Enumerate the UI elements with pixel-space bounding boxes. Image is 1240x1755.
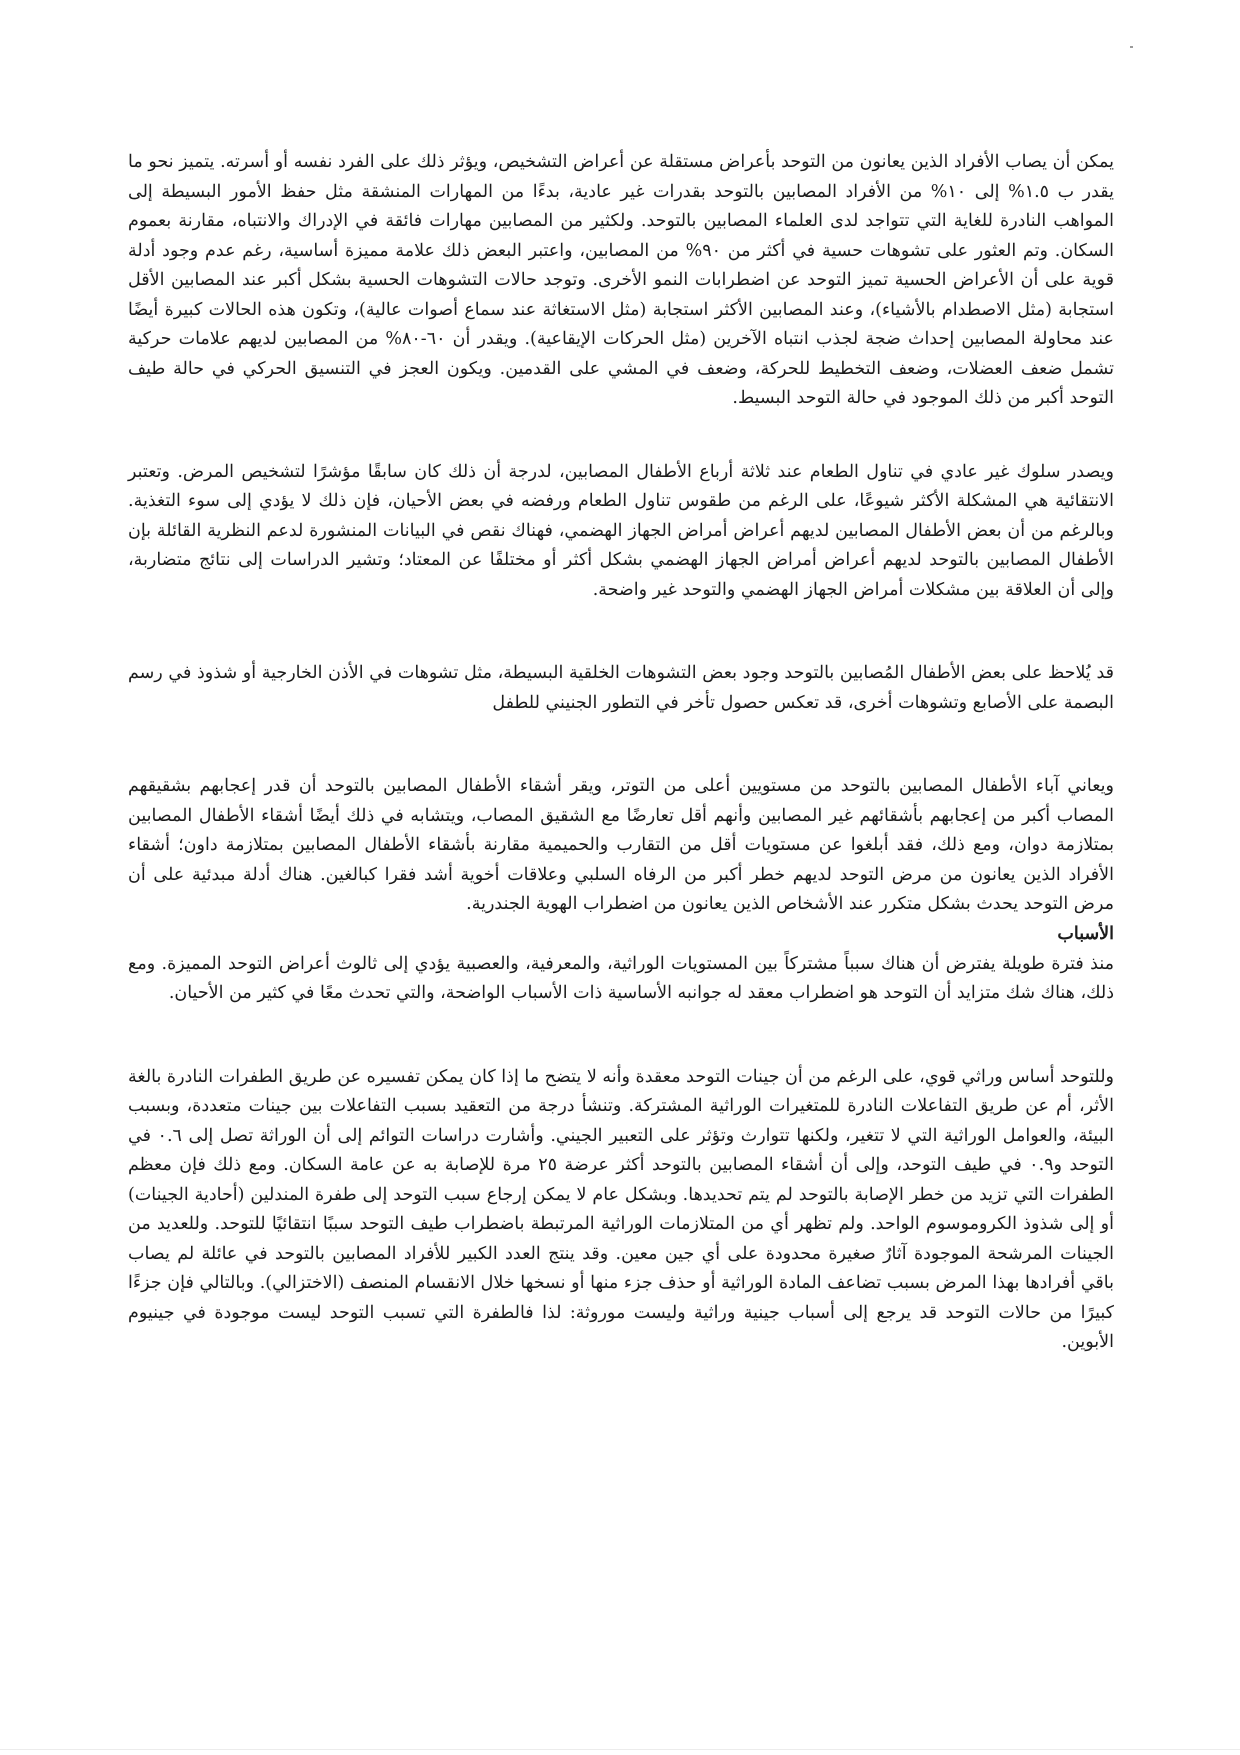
paragraph-eating-behavior: ويصدر سلوك غير عادي في تناول الطعام عند ثلاثة أرباع الأطفال المصابين، لدرجة أن ذلك كان سابقًا مؤشرًا لتشخيص المرض. وتعتبر الانتقائية هي المشكلة الأكثر شيوعًا، على الرغم من طقوس تناول الطعام ورفضه في بعض الأحيان، فإن ذلك لا يؤدي إلى سوء التغذية. وبالرغم من أن بعض الأطفال المصابين لديهم أعراض أمراض الجهاز الهضمي، فهناك نقص في البيانات المنشورة لدعم النظرية القائلة بإن الأطفال المصابين بالتوحد لديهم أعراض أمراض الجهاز الهضمي بشكل أكثر أو مختلفًا عن المعتاد؛ وتشير الدراسات إلى نتائج متضاربة، وإلى أن العلاقة بين مشكلات أمراض الجهاز الهضمي والتوحد غير واضحة.: [128, 461, 1114, 600]
paragraph-symptoms: يمكن أن يصاب الأفراد الذين يعانون من التوحد بأعراض مستقلة عن أعراض التشخيص، ويؤثر ذلك على الفرد نفسه أو أسرته. يتميز نحو ما يقدر ب ١.٥% إلى ١٠% من الأفراد المصابين بالتوحد بقدرات غير عادية، بدءًا من المهارات المنشقة مثل حفظ الأمور البسيطة إلى المواهب النادرة للغاية التي تتواجد لدى العلماء المصابين بالتوحد. ولكثير من المصابين مهارات فائقة في الإدراك والانتباه، مقارنة بعموم السكان. وتم العثور على تشوهات حسية في أكثر من ٩٠% من المصابين، واعتبر البعض ذلك علامة مميزة أساسية، رغم عدم وجود أدلة قوية على أن الأعراض الحسية تميز التوحد عن اضطرابات النمو الأخرى. وتوجد حالات التشوهات الحسية بشكل أكبر عند المصابين الأقل استجابة (مثل الاصطدام بالأشياء)، وعند المصابين الأكثر استجابة (مثل الاستغاثة عند سماع أصوات عالية)، وتكون هذه الحالات كبيرة أيضًا عند محاولة المصابين إحداث ضجة لجذب انتباه الآخرين (مثل الحركات الإيقاعية). ويقدر أن ٦٠-٨٠% من المصابين لديهم علامات حركية تشمل ضعف العضلات، وضعف التخطيط للحركة، وضعف في المشي على القدمين. ويكون العجز في التنسيق الحركي في حالة طيف التوحد أكبر من ذلك الموجود في حالة التوحد البسيط.: [128, 152, 1114, 408]
paragraph-congenital-anomalies: قد يُلاحظ على بعض الأطفال المُصابين بالتوحد وجود بعض التشوهات الخلقية البسيطة، مثل تشوهات في الأذن الخارجية أو شذوذ في رسم البصمة على الأصابع وتشوهات أخرى، قد تعكس حصول تأخر في التطور الجنيني للطفل: [128, 663, 1114, 713]
paragraph-family-siblings: ويعاني آباء الأطفال المصابين بالتوحد من مستويين أعلى من التوتر، ويقر أشقاء الأطفال المصابين بالتوحد أن قدر إعجابهم بشقيقهم المصاب أكبر من إعجابهم بأشقائهم غير المصابين وأنهم أقل تعارضًا مع الشقيق المصاب، ويتشابه في ذلك أيضًا أشقاء الأطفال المصابين بمتلازمة دوان، ومع ذلك، فقد أبلغوا عن مستويات أقل من التقارب والحميمية مقارنة بأشقاء الأطفال المصابين بمتلازمة داون؛ أشقاء الأفراد الذين يعانون من مرض التوحد لديهم خطر أكبر من الرفاه السلبي وعلاقات أخوية أشد فقرا كبالغين. هناك أدلة مبدئية على أن مرض التوحد يحدث بشكل متكرر عند الأشخاص الذين يعانون من اضطراب الهوية الجندرية.: [128, 776, 1114, 914]
document-page: [128, 148, 1114, 1358]
scan-speck: [1130, 46, 1133, 48]
scan-bottom-edge: [0, 1749, 1240, 1750]
paragraph-genetics: وللتوحد أساس وراثي قوي، على الرغم من أن جينات التوحد معقدة وأنه لا يتضح ما إذا كان يمكن تفسيره عن طريق الطفرات النادرة بالغة الأثر، أم عن طريق التفاعلات النادرة للمتغيرات الوراثية المشتركة. وتنشأ درجة من التعقيد بسبب التفاعلات بين جينات متعددة، وبسبب البيئة، والعوامل الوراثية التي لا تتغير، ولكنها تتوارث وتؤثر على التعبير الجيني. وأشارت دراسات التوائم إلى أن الوراثة تصل إلى ٠.٦ في التوحد و٠.٩ في طيف التوحد، وإلى أن أشقاء المصابين بالتوحد أكثر عرضة ٢٥ مرة للإصابة به عن عامة السكان. ومع ذلك فإن معظم الطفرات التي تزيد من خطر الإصابة بالتوحد لم يتم تحديدها. وبشكل عام لا يمكن إرجاع سبب التوحد إلى طفرة المندلين (أحادية الجينات) أو إلى شذوذ الكروموسوم الواحد. ولم تظهر أي من المتلازمات الوراثية المرتبطة باضطراب طيف التوحد سببًا انتقائيًا للتوحد. وللعديد من الجينات المرشحة الموجودة آثارٌ صغيرة محدودة على أي جين معين. وقد ينتج العدد الكبير للأفراد المصابين بالتوحد في عائلة لم يصاب باقي أفرادها بهذا المرض بسبب تضاعف المادة الوراثية أو حذف جزء منها أو نسخها خلال الانقسام المنصف (الاختزالي). وبالتالي فإن جزءًا كبيرًا من حالات التوحد قد يرجع إلى أسباب جينية وراثية وليست موروثة: لذا فالطفرة التي تسبب التوحد ليست موجودة في جينيوم الأبوين.: [128, 1066, 1114, 1352]
paragraph-causes-intro: منذ فترة طويلة يفترض أن هناك سبباً مشتركاً بين المستويات الوراثية، والمعرفية، والعصبية يؤدي إلى ثالوث أعراض التوحد المميزة. ومع ذلك، هناك شك متزايد أن التوحد هو اضطراب معقد له جوانبه الأساسية ذات الأسباب الواضحة، والتي تحدث معًا في كثير من الأحيان.: [128, 953, 1114, 1003]
section-heading-causes: الأسباب: [1057, 923, 1114, 944]
